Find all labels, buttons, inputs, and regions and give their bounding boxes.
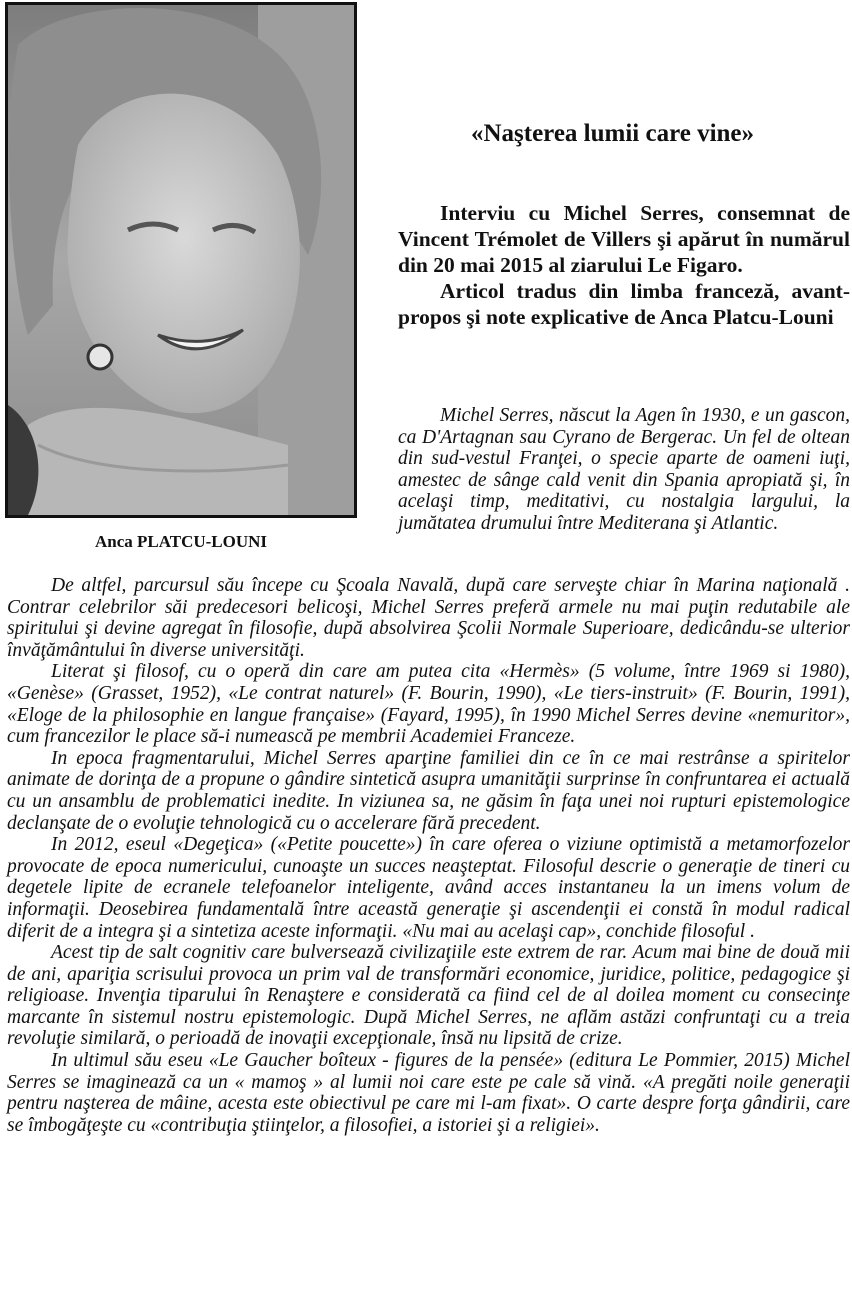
- lead-credit: Interviu cu Michel Serres, consemnat de Vincent Trémolet de Villers şi apărut în numărul din 20 mai 2015 al ziarului Le Figaro.: [398, 201, 850, 277]
- article-lead: [398, 200, 850, 330]
- body-paragraph: In ultimul său eseu «Le Gaucher boîteux - figures de la pensée» (editura Le Pommier, 2015) Michel Serres se imaginează ca un « mamoş » al lumii noi care este pe cale să vină. «A pregăti noile generaţii pentru naşterea de mâine, acesta este obiectivul pe care mi l-am fixat». O carte despre forţa gândirii, care se îmbogăţeşte cu «contribuţia ştiinţelor, a filosofiei, a istoriei şi a religiei».: [7, 1050, 850, 1136]
- body-paragraph: Literat şi filosof, cu o operă din care am putea cita «Hermès» (5 volume, între 1969 si 1980), «Genèse» (Grasset, 1952), «Le contrat naturel» (F. Bourin, 1990), «Le tiers-instruit» (F. Bourin, 1991), «Eloge de la philosophie en langue française» (Fayard, 1995), în 1990 Michel Serres devine «nemuritor», cum francezilor le place să-i numească pe membrii Academiei Franceze.: [7, 661, 850, 748]
- article-intro: [398, 405, 850, 534]
- article-title: «Naşterea lumii care vine»: [470, 120, 755, 147]
- lead-translation-credit: Articol tradus din limba franceză, avant-propos şi note explicative de Anca Platcu-Louni: [398, 279, 850, 329]
- portrait-image: [8, 5, 354, 515]
- body-paragraph: De altfel, parcursul său începe cu Şcoala Navală, după care serveşte chiar în Marina naţională . Contrar celebrilor săi predecesori belicoşi, Michel Serres preferă armele nu mai puţin redutabile ale spiritului şi devine agregat în filosofie, după absolvirea Şcolii Normale Superioare, dedicându-se ulterior învăţământului în diverse universităţi.: [7, 575, 850, 661]
- intro-paragraph: Michel Serres, născut la Agen în 1930, e un gascon, ca D'Artagnan sau Cyrano de Bergerac. Un fel de oltean din sud-vestul Franţei, o specie aparte de oameni iuţi, amestec de sânge cald venit din Spania apropiată şi, în acelaşi timp, meditativi, cu nostalgia largului, la jumătatea drumului între Mediterana şi Atlantic.: [398, 405, 850, 534]
- body-paragraph: In 2012, eseul «Degeţica» («Petite poucette») în care oferea o viziune optimistă a metamorfozelor provocate de epoca numericului, cunoaşte un succes neaşteptat. Filosoful descrie o generaţie de tineri cu degetele lipite de ecranele telefoanelor inteligente, având acces instantaneu la un imens volum de informaţii. Deosebirea fundamentală între această generaţie şi ascendenţii ei constă în modul radical diferit de a integra şi a sintetiza aceste informaţii. «Nu mai au acelaşi cap», conchide filosoful .: [7, 834, 850, 942]
- author-portrait: [5, 2, 357, 518]
- body-paragraph: Acest tip de salt cognitiv care bulversează civilizaţiile este extrem de rar. Acum mai bine de două mii de ani, apariţia scrisului provoca un prim val de transformări economice, juridice, politice, pedagogice şi religioase. Invenţia tiparului în Renaştere e considerată ca fiind cel de al doilea moment cu consecinţe marcante în sistemul nostru epistemologic. După Michel Serres, ne aflăm astăzi confruntaţi cu a treia revoluţie similară, o perioadă de inovaţii excepţionale, însă nu lipsită de crize.: [7, 942, 850, 1050]
- body-paragraph: In epoca fragmentarului, Michel Serres aparţine familiei din ce în ce mai restrânse a spiritelor animate de dorinţa de a propune o gândire sintetică asupra umanităţii surprinse în confruntarea ei actuală cu un ansamblu de problematici inedite. In viziunea sa, ne găsim în faţa unei noi rupturi epistemologice declanşate de o evoluţie tehnologică cu o accelerare fără precedent.: [7, 747, 850, 834]
- article-body: [7, 575, 850, 1136]
- photo-caption: Anca PLATCU-LOUNI: [94, 532, 268, 551]
